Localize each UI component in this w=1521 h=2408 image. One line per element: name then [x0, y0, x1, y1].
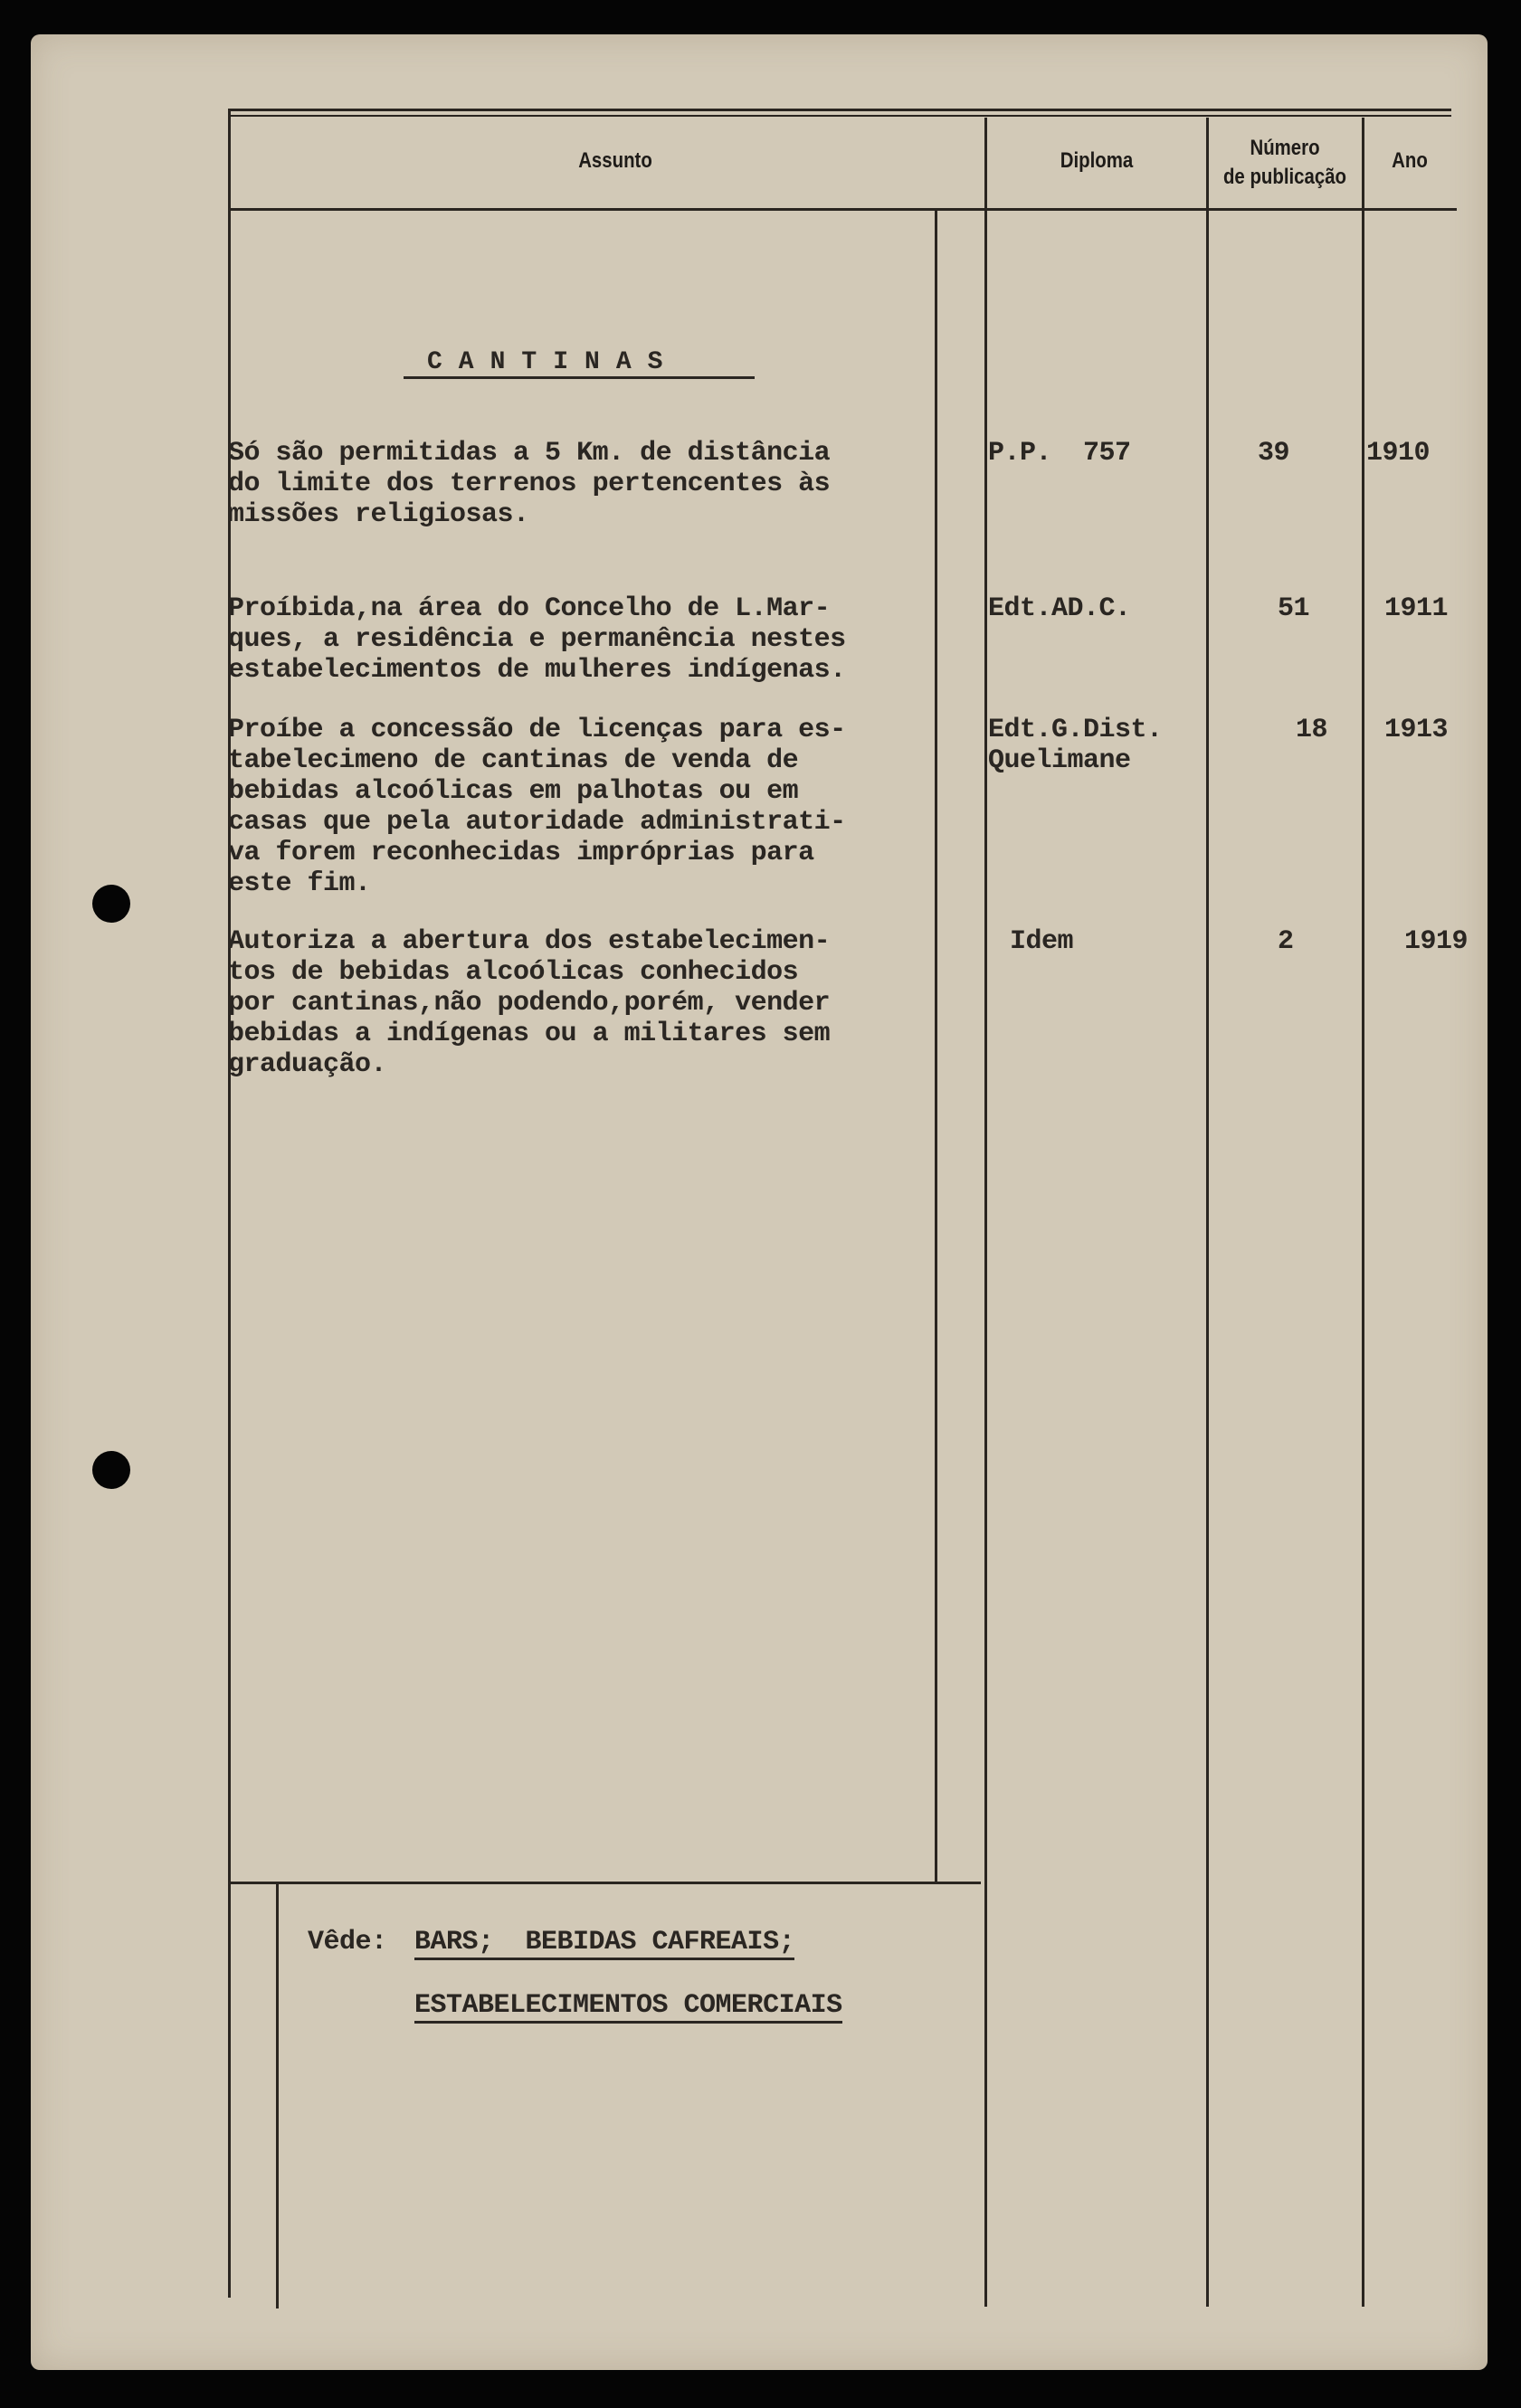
see-also-label: Vêde: [308, 1927, 387, 1958]
row-1-ano: 1910 [1366, 438, 1431, 469]
section-title-underline [404, 376, 755, 379]
row-2-ano: 1911 [1384, 593, 1449, 624]
row-2-assunto: Proíbida,na área do Concelho de L.Mar- ques, a residência e permanência nestes estabelecimentos de mulheres indígenas. [228, 593, 846, 686]
row-2-diploma: Edt.AD.C. [988, 593, 1131, 624]
col-numero [1206, 118, 1209, 2307]
row-4-diploma: Idem [1010, 926, 1074, 957]
row-3-diploma: Edt.G.Dist. Quelimane [988, 715, 1163, 776]
row-3-ano: 1913 [1384, 715, 1449, 745]
top-rule-2 [228, 115, 1451, 117]
header-numero-1: Número [1250, 136, 1320, 160]
row-4-numero: 2 [1278, 926, 1294, 957]
top-rule [228, 109, 1451, 111]
header-diploma: Diploma [1060, 148, 1134, 173]
section-title: CANTINAS [427, 348, 680, 376]
row-2-numero: 51 [1278, 593, 1310, 624]
col-ano [1362, 118, 1364, 2307]
punch-hole-bottom [92, 1451, 130, 1489]
header-numero-2: de publicação [1222, 165, 1347, 189]
see-also-line-2: ESTABELECIMENTOS COMERCIAIS [414, 1990, 842, 2024]
col-diploma [984, 118, 987, 2307]
header-assunto: Assunto [578, 148, 652, 173]
header-rule [228, 208, 1457, 211]
row-3-numero: 18 [1296, 715, 1328, 745]
footer-inner-col [276, 1883, 279, 2308]
row-3-assunto: Proíbe a concessão de licenças para es- tabelecimeno de cantinas de venda de bebidas alcoólicas em palhotas ou em casas que pela autoridade administrati- va forem reconhecidas impróprias para este fim. [228, 715, 846, 899]
col-left-border [228, 109, 231, 2298]
header-ano: Ano [1392, 148, 1428, 173]
footer-rule [228, 1882, 981, 1884]
col-assunto-inner [935, 210, 937, 1883]
row-1-numero: 39 [1258, 438, 1290, 469]
row-1-diploma: P.P. 757 [988, 438, 1131, 469]
row-4-ano: 1919 [1404, 926, 1469, 957]
punch-hole-top [92, 885, 130, 923]
row-1-assunto: Só são permitidas a 5 Km. de distância do limite dos terrenos pertencentes às missões religiosas. [228, 438, 831, 530]
see-also-line-1: BARS; BEBIDAS CAFREAIS; [414, 1927, 794, 1960]
row-4-assunto: Autoriza a abertura dos estabelecimen- tos de bebidas alcoólicas conhecidos por cantinas,não podendo,porém, vender bebidas a indígenas ou a militares sem graduação. [228, 926, 831, 1080]
